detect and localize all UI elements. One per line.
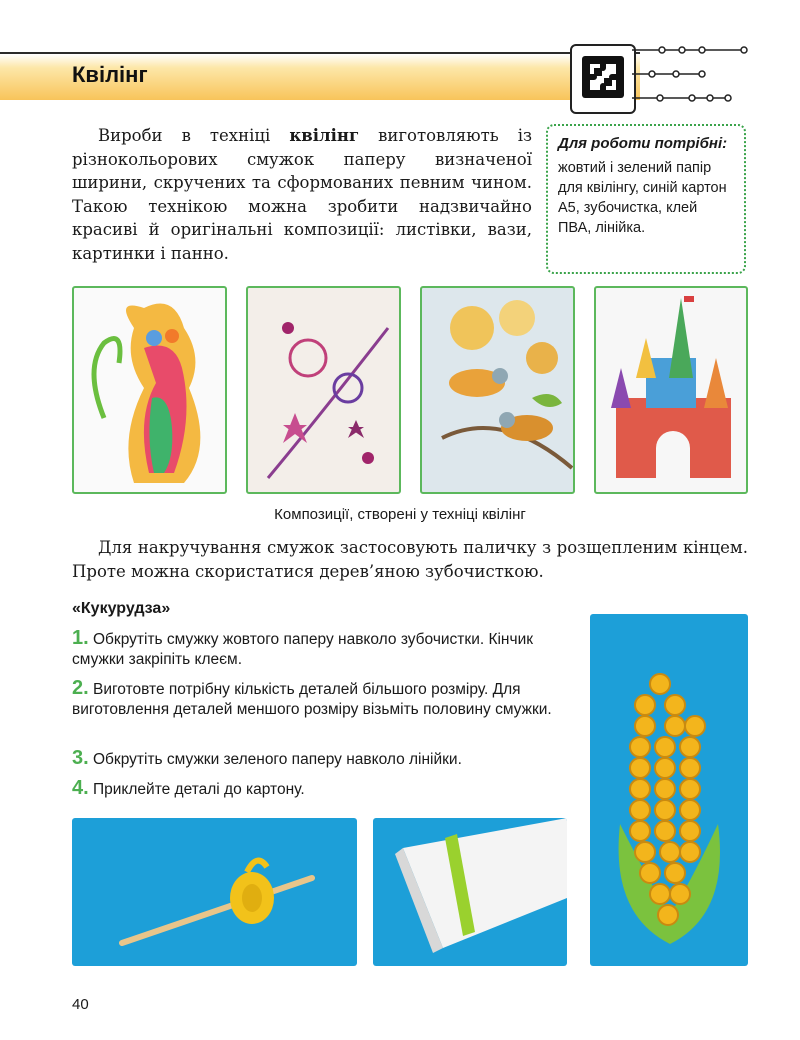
page-number: 40: [72, 996, 89, 1013]
corn-kernel: [655, 758, 675, 778]
page-title: Квілінг: [72, 62, 148, 87]
corn-kernel: [635, 695, 655, 715]
corn-kernel: [680, 779, 700, 799]
puzzle-badge: [570, 44, 636, 114]
materials-box: [546, 124, 746, 274]
photo-quilled-corn: [590, 614, 748, 966]
circuit-decoration: [632, 40, 752, 110]
corn-kernel: [630, 737, 650, 757]
corn-kernel: [658, 905, 678, 925]
corn-kernel: [665, 863, 685, 883]
corn-kernel: [655, 821, 675, 841]
photo-quilled-flowers: [246, 286, 401, 494]
corn-kernel: [650, 884, 670, 904]
materials-text: жовтий і зелений папір для квілінгу, синій картон А5, зубочистка, клей ПВА, лінійка.: [558, 160, 727, 236]
photo-quilled-birds: [420, 286, 575, 494]
corn-kernel: [630, 821, 650, 841]
puzzle-icon: [582, 56, 624, 98]
corn-kernel: [630, 758, 650, 778]
corn-kernel: [655, 737, 675, 757]
gallery-caption: Композиції, створені у техніці квілінг: [274, 506, 526, 523]
step-4: [72, 778, 572, 800]
photo-ruler-strip: [373, 818, 567, 966]
corn-kernel: [650, 674, 670, 694]
corn-kernel: [680, 842, 700, 862]
corn-kernel: [630, 779, 650, 799]
corn-kernel: [680, 821, 700, 841]
step-number: 3.: [72, 747, 89, 769]
corn-kernel: [635, 716, 655, 736]
step-2: [72, 678, 572, 720]
corn-kernel: [630, 800, 650, 820]
corn-kernel: [680, 800, 700, 820]
corn-kernel: [635, 842, 655, 862]
step-1: [72, 628, 572, 670]
corn-kernel: [655, 800, 675, 820]
corn-kernel: [680, 737, 700, 757]
section-title: «Кукурудза»: [72, 600, 171, 617]
intro-paragraph: Вироби в техніці квілінг виготовляють із різнокольорових смужок паперу визначеної ширини, скручених та сформованих певним чином. Такою технікою можна зробити надзвичайно красиві й оригінальні композиції: листівки, вази, картинки і панно.: [72, 126, 532, 263]
step-number: 2.: [72, 677, 89, 699]
photo-quilled-cat: [72, 286, 227, 494]
photo-quilled-castle: [594, 286, 748, 494]
corn-kernel: [680, 758, 700, 778]
photo-toothpick-roll: [72, 818, 357, 966]
step-text: Виготовте потрібну кількість деталей більшого розміру. Для виготовлення деталей меншого розміру візьміть половину смужки.: [72, 681, 552, 718]
corn-kernel: [670, 884, 690, 904]
corn-kernel: [665, 716, 685, 736]
step-number: 4.: [72, 777, 89, 799]
step-3: [72, 748, 572, 770]
corn-kernel: [685, 716, 705, 736]
tools-paragraph: Для накручування смужок застосовують паличку з розщепленим кінцем. Проте можна скористатися дерев’яною зубочисткою.: [72, 538, 748, 581]
step-text: Обкрутіть смужку жовтого паперу навколо зубочистки. Кінчик смужки закріпіть клеєм.: [72, 631, 534, 668]
step-text: Обкрутіть смужки зеленого паперу навколо лінійки.: [93, 751, 462, 768]
corn-kernel: [660, 842, 680, 862]
materials-title: Для роботи потрібні:: [558, 135, 728, 152]
corn-kernel: [640, 863, 660, 883]
step-number: 1.: [72, 627, 89, 649]
step-text: Приклейте деталі до картону.: [93, 781, 305, 798]
corn-kernel: [665, 695, 685, 715]
corn-kernel: [655, 779, 675, 799]
